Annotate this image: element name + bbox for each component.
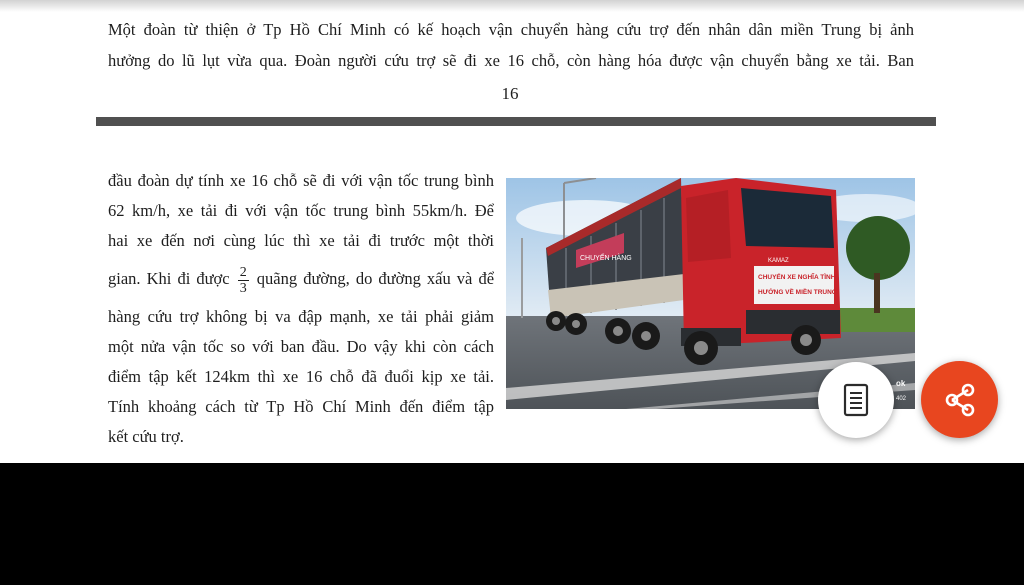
cab-banner-line1: CHUYẾN XE NGHĨA TÌNH (758, 274, 836, 281)
paragraph-line: hai xe đến nơi cùng lúc thì xe tải đi trước một thời (108, 231, 494, 250)
fraction-numerator: 2 (239, 264, 247, 280)
problem-paragraph (108, 166, 494, 452)
cab-banner-line2: HƯỚNG VỀ MIỀN TRUNG (758, 289, 837, 296)
top-paragraph-line-1: Một đoàn từ thiện ở Tp Hồ Chí Minh có kế hoạch vận chuyển hàng cứu trợ đến nhân dân miền Trung bị ảnh (108, 20, 914, 39)
paragraph-line: đầu đoàn dự tính xe 16 chỗ sẽ đi với vận tốc trung bình (108, 171, 494, 190)
fraction-two-thirds (238, 265, 249, 296)
top-paragraph-line-2: hưởng do lũ lụt vừa qua. Đoàn người cứu trợ sẽ đi xe 16 chỗ, còn hàng hóa được vận chuyển bằng xe tải. Ban (108, 51, 914, 70)
cab-brand-text: KAMAZ (768, 258, 789, 264)
page-top-shadow (0, 0, 1024, 12)
paragraph-line: 62 km/h, xe tải đi với vận tốc trung bình 55km/h. Để (108, 201, 494, 220)
share-icon (942, 382, 978, 418)
paragraph-line: một nửa vận tốc so với ban đầu. Do vậy khi còn cách (108, 337, 494, 356)
share-button[interactable] (921, 361, 998, 438)
paragraph-line: hàng cứu trợ không bị va đập mạnh, xe tải phải giảm (108, 307, 494, 326)
page-number: 16 (501, 84, 519, 103)
paragraph-text: quãng đường, do đường xấu và để (256, 269, 495, 288)
top-paragraph (108, 14, 914, 76)
side-banner-text: CHUYẾN HÀNG (580, 255, 632, 262)
page-divider (96, 117, 936, 126)
reader-mode-button[interactable] (818, 362, 894, 438)
document-icon (843, 383, 869, 417)
paragraph-line: kết cứu trợ. (108, 427, 184, 446)
paragraph-line-with-fraction (108, 256, 494, 302)
photo-watermark: ok (896, 379, 906, 388)
fraction-denominator: 3 (239, 280, 247, 296)
paragraph-line: điểm tập kết 124km thì xe 16 chỗ đã đuổi kịp xe tải. (108, 367, 494, 386)
paragraph-line: Tính khoảng cách từ Tp Hồ Chí Minh đến điểm tập (108, 397, 494, 416)
photo-watermark-code: 402 (896, 396, 907, 402)
paragraph-text: gian. Khi đi được (108, 269, 230, 288)
